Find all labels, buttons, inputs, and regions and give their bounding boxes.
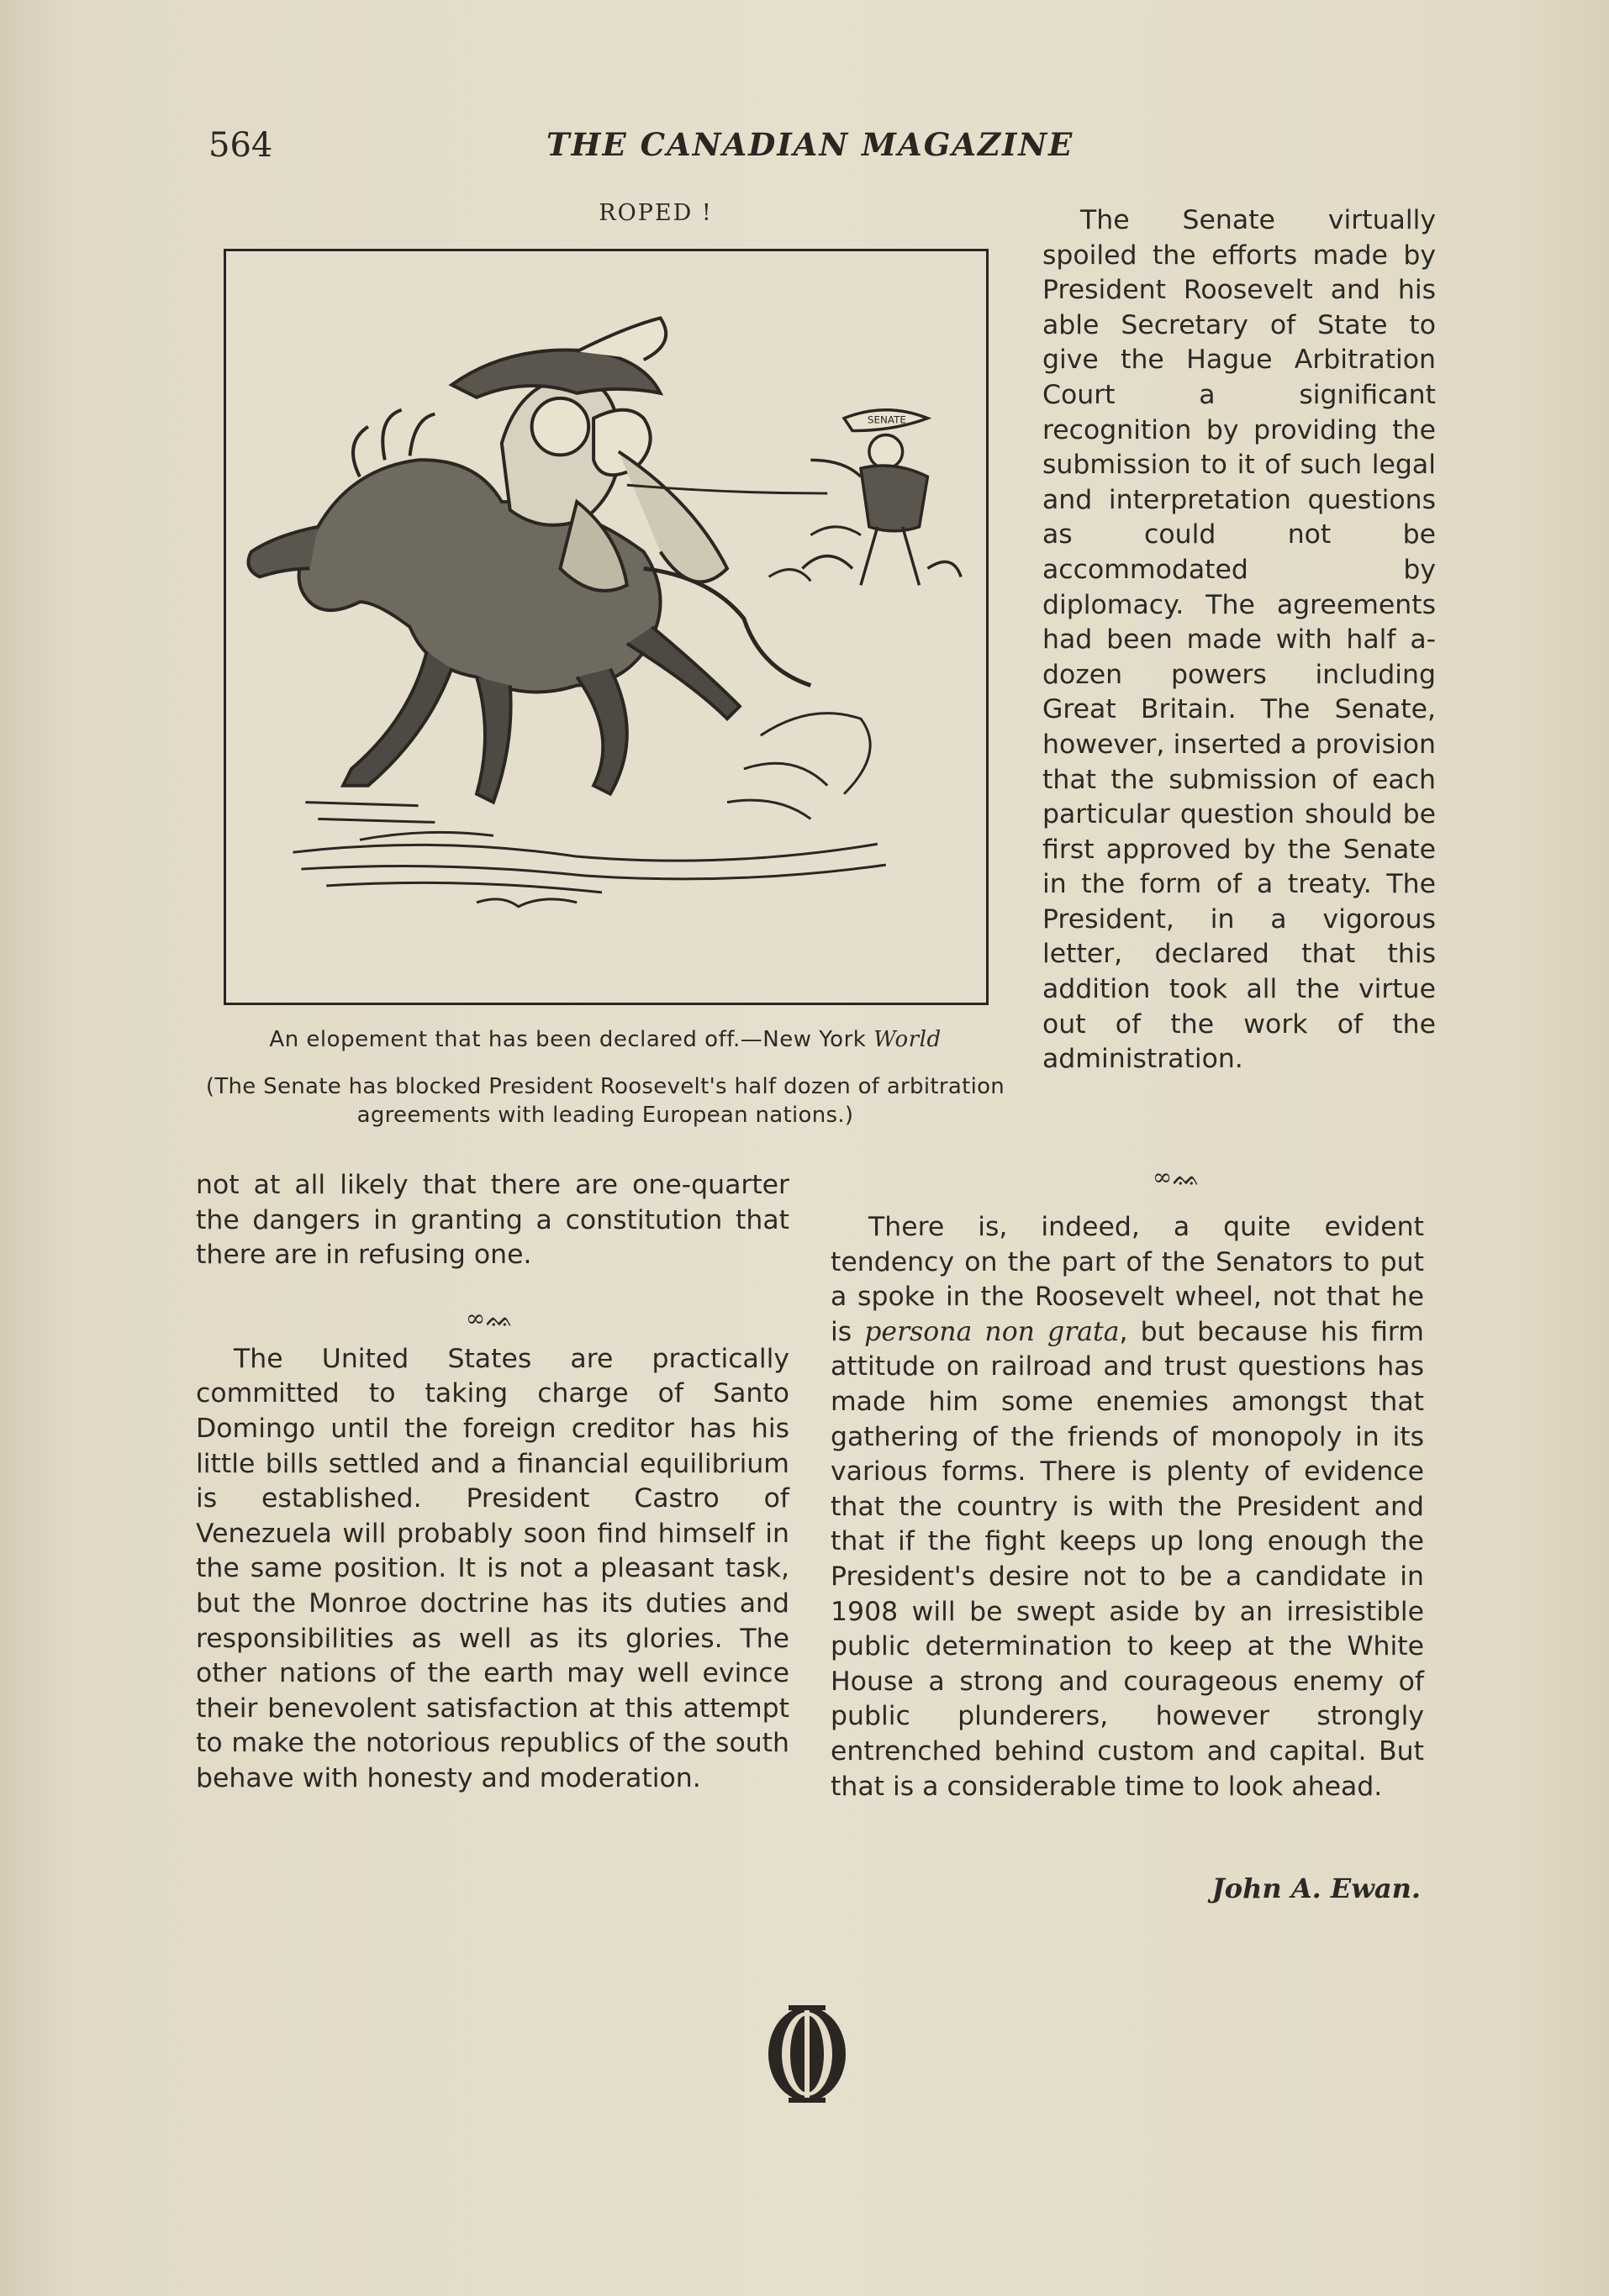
paragraph-senate-hague: The Senate virtually spoiled the efforts made by President Roosevelt and his able Secretary of State to give the Hague Arbitration Court a significant recognition by providing the submission to it of such legal and interpretation questions as could not be accommodated by diplomacy. The agreements had been made with half a-dozen powers including Great Britain. The Senate, however, inserted a provision that the submission of each particular question should be first approved by the Senate in the form of a treaty. The President, in a vigorous letter, declared that this addition took all the virtue out of the work of the administration. — [1042, 205, 1436, 1075]
paragraph-part: There is, indeed, a quite evident tendency on the part of the Senators to put a spoke in the Roosevelt wheel, not that he is — [831, 1212, 1424, 1347]
ornament-icon: ∞ᨐ — [465, 1304, 515, 1332]
horse-rider-cartoon — [226, 251, 986, 1003]
right-column — [831, 1210, 1424, 1804]
caption-text: An elopement that has been declared off.—New York — [269, 1027, 874, 1052]
left-column — [196, 1168, 789, 1797]
paragraph-santo-domingo: The United States are practically committed to taking charge of Santo Domingo until the foreign creditor has his little bills settled and a financial equilibrium is established. President Castro of Venezuela will probably soon find himself in the same position. It is not a pleasant task, but the Monroe doctrine has its duties and responsibilities as well as its glories. The other nations of the earth may well evince their benevolent satisfaction at this attempt to make the notorious republics of the south behave with honesty and moderation. — [196, 1343, 789, 1793]
page-number: 564 — [208, 126, 273, 165]
ornament-icon: ∞ᨐ — [1152, 1163, 1202, 1191]
cartoon-title: ROPED ! — [599, 200, 713, 226]
ornament-divider — [1093, 1163, 1261, 1192]
cartoon-subcaption: (The Senate has blocked President Roosevelt's half dozen of arbitration agreements with leading European nations.) — [205, 1074, 1005, 1128]
paragraph-roosevelt-wheel — [831, 1210, 1424, 1804]
paragraph-part: , but because his firm attitude on railroad and trust questions has made him some enemies amongst that gathering of the friends of monopoly in its various forms. There is plenty of evidence that the country is with the President and that if the fight keeps up long enough the President's desire not to be a candidate in 1908 will be swept aside by an irresistible public determination to keep at the White House a strong and courageous enemy of public plunderers, however strongly entrenched behind custom and capital. But that is a considerable time to look ahead. — [831, 1316, 1424, 1802]
author-signature: John A. Ewan. — [1211, 1872, 1421, 1904]
svg-text:SENATE: SENATE — [867, 413, 906, 426]
running-head: THE CANADIAN MAGAZINE — [546, 126, 1074, 163]
right-column-top — [1042, 203, 1436, 1077]
cartoon-illustration — [224, 249, 989, 1005]
italic-phrase: persona non grata — [864, 1316, 1120, 1347]
magazine-emblem-icon — [763, 2000, 851, 2108]
ornament-divider-left — [406, 1304, 574, 1333]
caption-source: World — [873, 1027, 942, 1052]
cartoon-caption — [202, 1027, 1009, 1052]
paragraph-constitution: not at all likely that there are one-quarter the dangers in granting a constitution that there are in refusing one. — [196, 1170, 789, 1271]
